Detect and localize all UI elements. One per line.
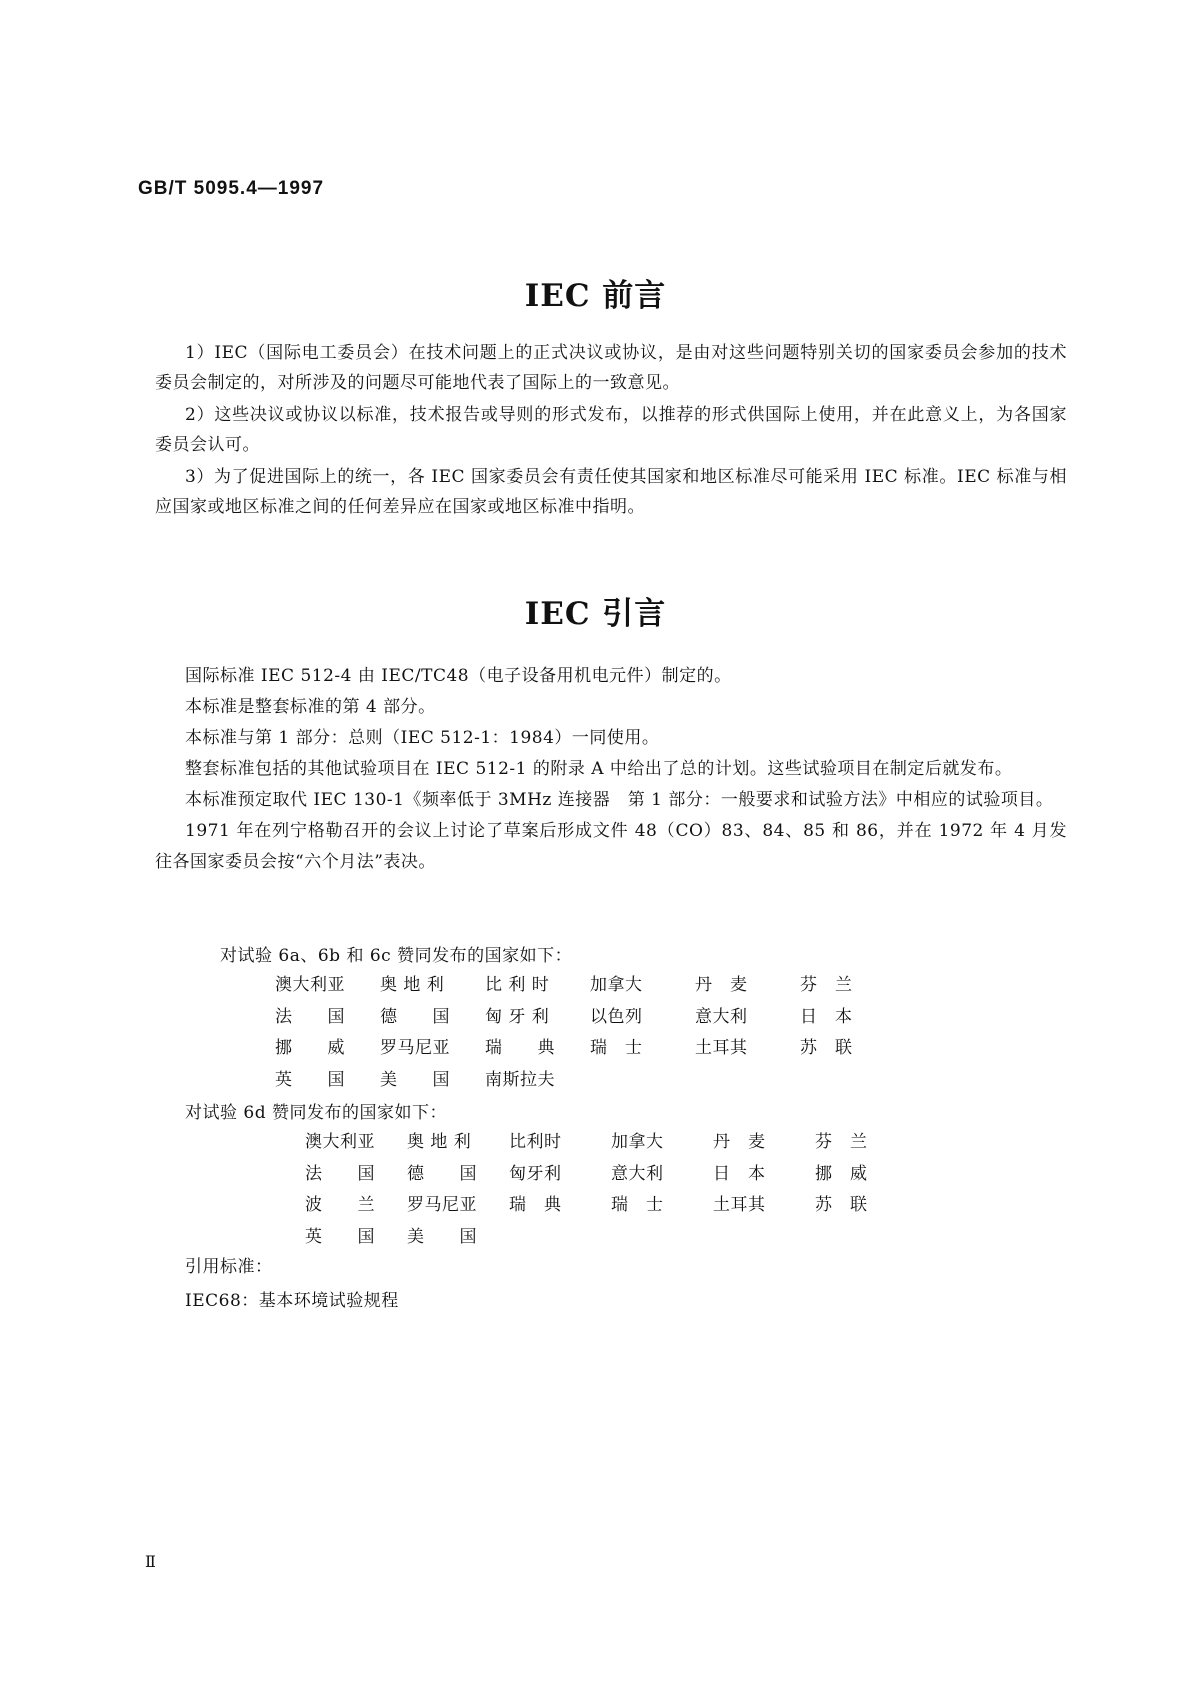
country: 芬 兰 (815, 1132, 868, 1152)
country: 罗马尼亚 (380, 1038, 450, 1058)
country: 德 国 (380, 1006, 450, 1027)
country: 瑞 士 (611, 1195, 664, 1215)
reference-item: IEC68：基本环境试验规程 (185, 1291, 399, 1311)
country: 英 国 (305, 1226, 375, 1247)
introduction-title: IEC 引言 (524, 596, 667, 632)
country: 土耳其 (713, 1195, 766, 1215)
country: 日 本 (800, 1006, 853, 1027)
standard-code: GB/T 5095.4—1997 (138, 178, 325, 199)
country: 瑞 士 (590, 1038, 643, 1058)
country: 丹 麦 (695, 975, 748, 995)
vote-group-heading-6abc: 对试验 6a、6b 和 6c 赞同发布的国家如下： (220, 946, 573, 966)
country: 瑞 典 (509, 1195, 562, 1215)
introduction-body (155, 661, 1067, 878)
country: 丹 麦 (713, 1132, 766, 1152)
country: 罗马尼亚 (407, 1195, 477, 1215)
country: 英 国 (275, 1069, 345, 1090)
country: 奥 地 利 (380, 975, 445, 995)
country: 比利时 (509, 1132, 562, 1152)
country: 加拿大 (611, 1132, 664, 1152)
references-label: 引用标准： (185, 1257, 273, 1277)
country: 法 国 (305, 1163, 375, 1184)
country: 波 兰 (305, 1195, 375, 1215)
intro-line-3: 本标准与第 1 部分：总则（IEC 512-1：1984）一同使用。 (185, 728, 660, 748)
country: 意大利 (611, 1163, 664, 1184)
country: 南斯拉夫 (485, 1069, 555, 1090)
country: 法 国 (275, 1006, 345, 1027)
country-list-6d (305, 1127, 917, 1253)
foreword-paragraph-1: 1）IEC（国际电工委员会）在技术问题上的正式决议或协议，是由对这些问题特别关切的国家委员会参加的技术委员会制定的，对所涉及的问题尽可能地代表了国际上的一致意见。 (155, 343, 1067, 393)
foreword-paragraph-3: 3）为了促进国际上的统一，各 IEC 国家委员会有责任使其国家和地区标准尽可能采用 IEC 标准。IEC 标准与相应国家或地区标准之间的任何差异应在国家或地区标准中指明。 (155, 467, 1067, 517)
country: 加拿大 (590, 975, 643, 995)
page-number: Ⅱ (145, 1552, 157, 1571)
country: 日 本 (713, 1163, 766, 1184)
country: 土耳其 (695, 1038, 748, 1058)
vote-group-heading-6d: 对试验 6d 赞同发布的国家如下： (185, 1103, 448, 1123)
normative-references (185, 1250, 399, 1318)
country: 瑞 典 (485, 1038, 555, 1058)
country: 以色列 (590, 1006, 643, 1027)
foreword-title: IEC 前言 (524, 278, 667, 314)
country: 澳大利亚 (305, 1132, 375, 1152)
country: 德 国 (407, 1163, 477, 1184)
country: 美 国 (380, 1069, 450, 1090)
intro-line-1: 国际标准 IEC 512-4 由 IEC/TC48（电子设备用机电元件）制定的。 (185, 666, 732, 686)
country: 美 国 (407, 1226, 477, 1247)
intro-line-6: 1971 年在列宁格勒召开的会议上讨论了草案后形成文件 48（CO）83、84、85 和 86，并在 1972 年 4 月发往各国家委员会按“六个月法”表决。 (155, 821, 1067, 872)
country: 匈牙利 (509, 1163, 562, 1184)
country: 苏 联 (815, 1195, 868, 1215)
country-list-6abc (275, 970, 905, 1096)
country: 苏 联 (800, 1038, 853, 1058)
country: 奥 地 利 (407, 1132, 472, 1152)
intro-line-5: 本标准预定取代 IEC 130-1《频率低于 3MHz 连接器 第 1 部分：一般要求和试验方法》中相应的试验项目。 (185, 790, 1054, 810)
country: 澳大利亚 (275, 975, 345, 995)
country: 挪 威 (275, 1038, 345, 1058)
country: 比 利 时 (485, 975, 550, 995)
country: 芬 兰 (800, 975, 853, 995)
country: 意大利 (695, 1006, 748, 1027)
country: 匈 牙 利 (485, 1006, 550, 1027)
foreword-paragraph-2: 2）这些决议或协议以标准，技术报告或导则的形式发布，以推荐的形式供国际上使用，并在此意义上，为各国家委员会认可。 (155, 405, 1067, 455)
intro-line-4: 整套标准包括的其他试验项目在 IEC 512-1 的附录 A 中给出了总的计划。这些试验项目在制定后就发布。 (185, 759, 1013, 779)
intro-line-2: 本标准是整套标准的第 4 部分。 (185, 697, 436, 717)
country: 挪 威 (815, 1163, 868, 1184)
